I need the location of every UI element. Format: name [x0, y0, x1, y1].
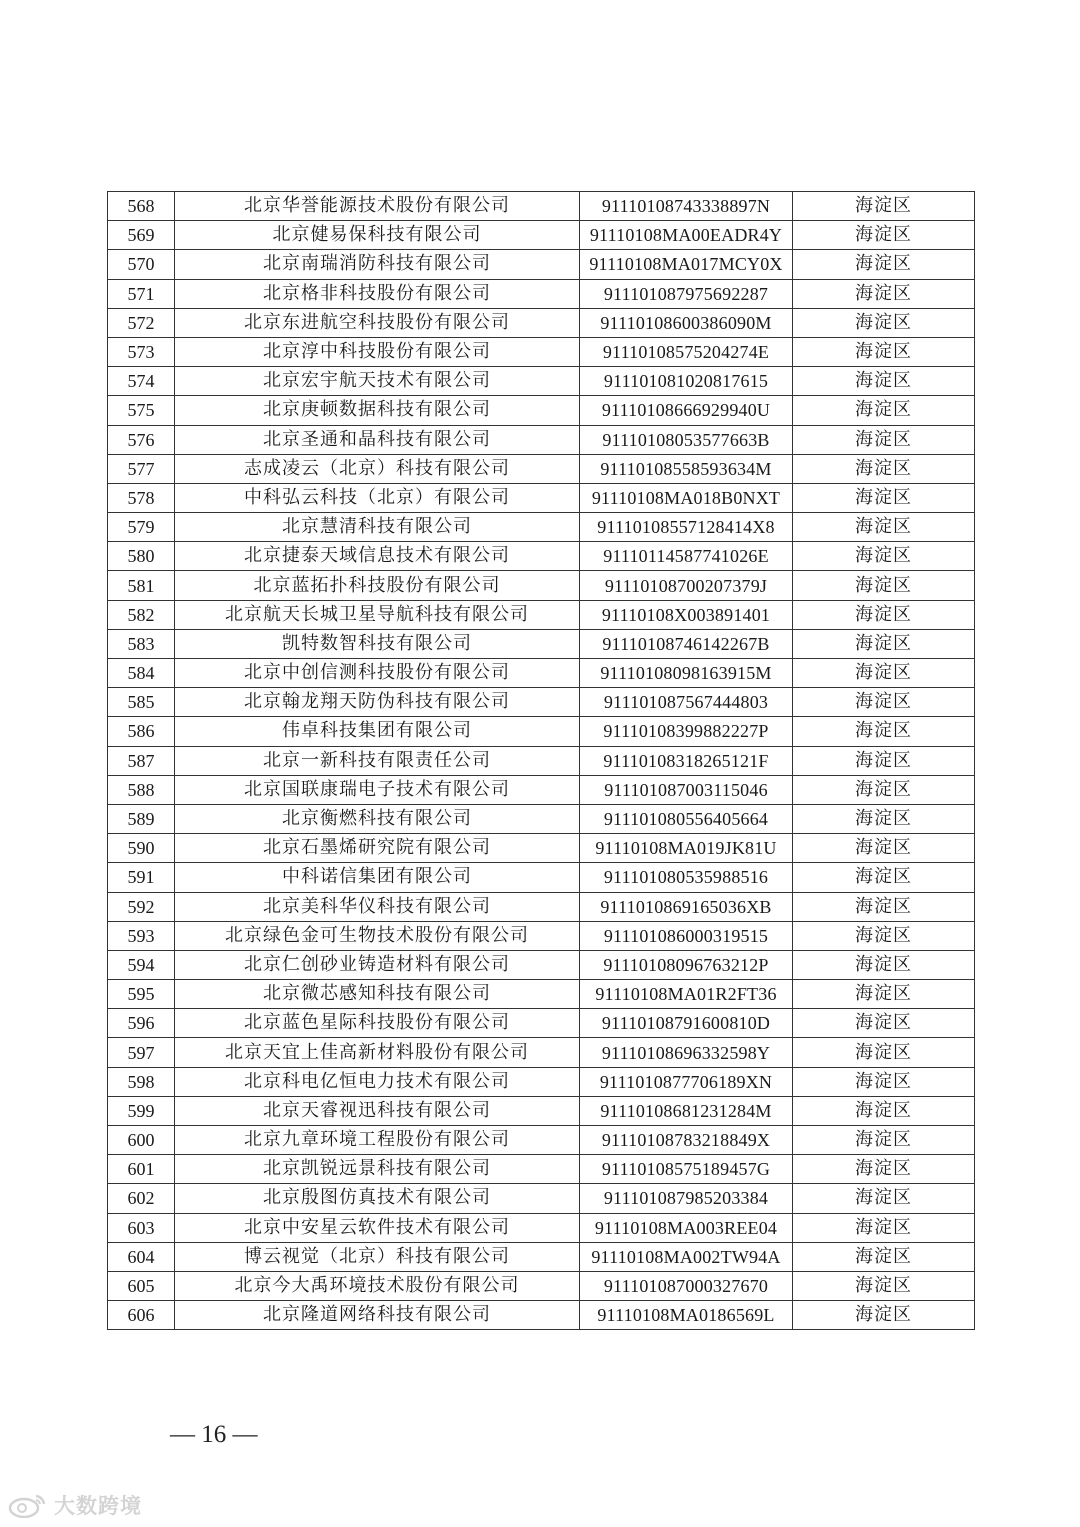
cell-company-name: 北京东进航空科技股份有限公司: [175, 308, 580, 337]
cell-serial-number: 591: [108, 863, 175, 892]
cell-district: 海淀区: [793, 454, 975, 483]
cell-district: 海淀区: [793, 863, 975, 892]
table-row: [108, 1301, 975, 1330]
cell-credit-code: 91110108700207379J: [580, 571, 793, 600]
cell-credit-code: 91110108MA018B0NXT: [580, 483, 793, 512]
table-row: [108, 308, 975, 337]
cell-serial-number: 569: [108, 221, 175, 250]
cell-district: 海淀区: [793, 746, 975, 775]
cell-district: 海淀区: [793, 1213, 975, 1242]
cell-serial-number: 599: [108, 1096, 175, 1125]
cell-company-name: 北京华誉能源技术股份有限公司: [175, 192, 580, 221]
cell-credit-code: 91110108MA002TW94A: [580, 1242, 793, 1271]
cell-company-name: 北京慧清科技有限公司: [175, 513, 580, 542]
cell-serial-number: 598: [108, 1067, 175, 1096]
cell-company-name: 北京殷图仿真技术有限公司: [175, 1184, 580, 1213]
cell-credit-code: 911101081020817615: [580, 367, 793, 396]
table-row: [108, 396, 975, 425]
cell-credit-code: 91110108743338897N: [580, 192, 793, 221]
table-row: [108, 1096, 975, 1125]
table-row: [108, 775, 975, 804]
cell-company-name: 北京今大禹环境技术股份有限公司: [175, 1271, 580, 1300]
cell-company-name: 中科弘云科技（北京）有限公司: [175, 483, 580, 512]
table-row: [108, 1126, 975, 1155]
cell-credit-code: 911101087003115046: [580, 775, 793, 804]
cell-company-name: 北京国联康瑞电子技术有限公司: [175, 775, 580, 804]
cell-serial-number: 604: [108, 1242, 175, 1271]
cell-company-name: 北京隆道网络科技有限公司: [175, 1301, 580, 1330]
cell-credit-code: 91110108MA017MCY0X: [580, 250, 793, 279]
cell-company-name: 北京庚顿数据科技有限公司: [175, 396, 580, 425]
cell-district: 海淀区: [793, 279, 975, 308]
table-row: [108, 1271, 975, 1300]
page-number: — 16 —: [170, 1421, 258, 1448]
cell-district: 海淀区: [793, 308, 975, 337]
table-row: [108, 454, 975, 483]
table-row: [108, 950, 975, 979]
table-row: [108, 425, 975, 454]
table-row: [108, 1038, 975, 1067]
cell-company-name: 北京天宜上佳高新材料股份有限公司: [175, 1038, 580, 1067]
cell-district: 海淀区: [793, 629, 975, 658]
cell-district: 海淀区: [793, 980, 975, 1009]
cell-credit-code: 91110108MA01R2FT36: [580, 980, 793, 1009]
cell-serial-number: 595: [108, 980, 175, 1009]
cell-company-name: 北京航天长城卫星导航科技有限公司: [175, 600, 580, 629]
cell-company-name: 北京格非科技股份有限公司: [175, 279, 580, 308]
table-row: [108, 1155, 975, 1184]
cell-company-name: 北京衡燃科技有限公司: [175, 804, 580, 833]
table-row: [108, 600, 975, 629]
cell-serial-number: 589: [108, 804, 175, 833]
cell-serial-number: 581: [108, 571, 175, 600]
cell-serial-number: 594: [108, 950, 175, 979]
cell-credit-code: 91110108783218849X: [580, 1126, 793, 1155]
table-row: [108, 483, 975, 512]
cell-company-name: 北京中安星云软件技术有限公司: [175, 1213, 580, 1242]
cell-credit-code: 91110108746142267B: [580, 629, 793, 658]
cell-district: 海淀区: [793, 221, 975, 250]
table-row: [108, 629, 975, 658]
cell-serial-number: 584: [108, 659, 175, 688]
cell-company-name: 凯特数智科技有限公司: [175, 629, 580, 658]
cell-district: 海淀区: [793, 425, 975, 454]
cell-company-name: 北京天睿视迅科技有限公司: [175, 1096, 580, 1125]
cell-district: 海淀区: [793, 1301, 975, 1330]
cell-serial-number: 597: [108, 1038, 175, 1067]
cell-company-name: 北京捷泰天域信息技术有限公司: [175, 542, 580, 571]
cell-serial-number: 578: [108, 483, 175, 512]
table-row: [108, 513, 975, 542]
cell-district: 海淀区: [793, 1067, 975, 1096]
cell-serial-number: 582: [108, 600, 175, 629]
cell-credit-code: 91110108575189457G: [580, 1155, 793, 1184]
cell-company-name: 北京蓝拓扑科技股份有限公司: [175, 571, 580, 600]
cell-credit-code: 911101086000319515: [580, 921, 793, 950]
cell-district: 海淀区: [793, 1184, 975, 1213]
cell-credit-code: 91110108558593634M: [580, 454, 793, 483]
cell-serial-number: 587: [108, 746, 175, 775]
cell-company-name: 志成凌云（北京）科技有限公司: [175, 454, 580, 483]
cell-credit-code: 91110108575204274E: [580, 337, 793, 366]
cell-company-name: 北京凯锐远景科技有限公司: [175, 1155, 580, 1184]
cell-credit-code: 91110108399882227P: [580, 717, 793, 746]
cell-serial-number: 573: [108, 337, 175, 366]
cell-credit-code: 911101087000327670: [580, 1271, 793, 1300]
table-row: [108, 1184, 975, 1213]
table-row: [108, 1009, 975, 1038]
table-row: [108, 863, 975, 892]
company-list-table: [107, 191, 975, 1330]
table-row: [108, 921, 975, 950]
cell-district: 海淀区: [793, 834, 975, 863]
cell-credit-code: 91110108X003891401: [580, 600, 793, 629]
cell-credit-code: 91110108053577663B: [580, 425, 793, 454]
cell-district: 海淀区: [793, 513, 975, 542]
cell-credit-code: 91110108600386090M: [580, 308, 793, 337]
table-row: [108, 804, 975, 833]
cell-company-name: 博云视觉（北京）科技有限公司: [175, 1242, 580, 1271]
cell-district: 海淀区: [793, 192, 975, 221]
cell-credit-code: 91110108557128414X8: [580, 513, 793, 542]
cell-credit-code: 91110108MA003REE04: [580, 1213, 793, 1242]
table-body: [108, 192, 975, 1330]
cell-district: 海淀区: [793, 542, 975, 571]
weibo-logo-icon: [8, 1492, 48, 1518]
table-row: [108, 892, 975, 921]
table-row: [108, 192, 975, 221]
table-row: [108, 1067, 975, 1096]
table-row: [108, 834, 975, 863]
cell-company-name: 中科诺信集团有限公司: [175, 863, 580, 892]
cell-district: 海淀区: [793, 950, 975, 979]
cell-district: 海淀区: [793, 1242, 975, 1271]
cell-serial-number: 601: [108, 1155, 175, 1184]
cell-district: 海淀区: [793, 483, 975, 512]
table-row: [108, 571, 975, 600]
cell-serial-number: 602: [108, 1184, 175, 1213]
cell-company-name: 北京淳中科技股份有限公司: [175, 337, 580, 366]
cell-serial-number: 579: [108, 513, 175, 542]
cell-credit-code: 91110108MA00EADR4Y: [580, 221, 793, 250]
cell-serial-number: 575: [108, 396, 175, 425]
cell-company-name: 北京科电亿恒电力技术有限公司: [175, 1067, 580, 1096]
cell-company-name: 伟卓科技集团有限公司: [175, 717, 580, 746]
cell-company-name: 北京美科华仪科技有限公司: [175, 892, 580, 921]
cell-company-name: 北京中创信测科技股份有限公司: [175, 659, 580, 688]
cell-serial-number: 572: [108, 308, 175, 337]
cell-serial-number: 576: [108, 425, 175, 454]
cell-district: 海淀区: [793, 396, 975, 425]
table-row: [108, 337, 975, 366]
cell-credit-code: 91110108MA0186569L: [580, 1301, 793, 1330]
cell-district: 海淀区: [793, 1096, 975, 1125]
cell-credit-code: 91110108666929940U: [580, 396, 793, 425]
cell-district: 海淀区: [793, 367, 975, 396]
cell-serial-number: 596: [108, 1009, 175, 1038]
cell-company-name: 北京仁创砂业铸造材料有限公司: [175, 950, 580, 979]
cell-credit-code: 91110108MA019JK81U: [580, 834, 793, 863]
cell-district: 海淀区: [793, 571, 975, 600]
cell-district: 海淀区: [793, 892, 975, 921]
cell-serial-number: 588: [108, 775, 175, 804]
cell-credit-code: 911101080535988516: [580, 863, 793, 892]
cell-serial-number: 580: [108, 542, 175, 571]
cell-credit-code: 91110108098163915M: [580, 659, 793, 688]
cell-company-name: 北京宏宇航天技术有限公司: [175, 367, 580, 396]
cell-serial-number: 600: [108, 1126, 175, 1155]
cell-credit-code: 911101087975692287: [580, 279, 793, 308]
cell-serial-number: 568: [108, 192, 175, 221]
cell-district: 海淀区: [793, 804, 975, 833]
table-row: [108, 1242, 975, 1271]
cell-credit-code: 91110108096763212P: [580, 950, 793, 979]
cell-credit-code: 91110108791600810D: [580, 1009, 793, 1038]
cell-district: 海淀区: [793, 1155, 975, 1184]
cell-serial-number: 577: [108, 454, 175, 483]
cell-serial-number: 574: [108, 367, 175, 396]
table-row: [108, 279, 975, 308]
cell-serial-number: 586: [108, 717, 175, 746]
cell-company-name: 北京蓝色星际科技股份有限公司: [175, 1009, 580, 1038]
cell-company-name: 北京翰龙翔天防伪科技有限公司: [175, 688, 580, 717]
cell-district: 海淀区: [793, 775, 975, 804]
table-row: [108, 542, 975, 571]
cell-company-name: 北京健易保科技有限公司: [175, 221, 580, 250]
table-row: [108, 221, 975, 250]
cell-serial-number: 571: [108, 279, 175, 308]
table-row: [108, 250, 975, 279]
cell-company-name: 北京圣通和晶科技有限公司: [175, 425, 580, 454]
cell-company-name: 北京石墨烯研究院有限公司: [175, 834, 580, 863]
cell-credit-code: 9111010877706189XN: [580, 1067, 793, 1096]
table-row: [108, 1213, 975, 1242]
cell-district: 海淀区: [793, 337, 975, 366]
watermark: [8, 1490, 142, 1520]
cell-district: 海淀区: [793, 688, 975, 717]
cell-serial-number: 583: [108, 629, 175, 658]
cell-credit-code: 91110108681231284M: [580, 1096, 793, 1125]
cell-district: 海淀区: [793, 659, 975, 688]
cell-district: 海淀区: [793, 717, 975, 746]
cell-credit-code: 911101080556405664: [580, 804, 793, 833]
cell-serial-number: 570: [108, 250, 175, 279]
cell-company-name: 北京一新科技有限责任公司: [175, 746, 580, 775]
cell-credit-code: 91110108696332598Y: [580, 1038, 793, 1067]
table-row: [108, 367, 975, 396]
cell-district: 海淀区: [793, 921, 975, 950]
cell-company-name: 北京微芯感知科技有限公司: [175, 980, 580, 1009]
table-row: [108, 717, 975, 746]
cell-serial-number: 592: [108, 892, 175, 921]
cell-credit-code: 911101087985203384: [580, 1184, 793, 1213]
watermark-text: 大数跨境: [54, 1494, 142, 1518]
cell-district: 海淀区: [793, 1009, 975, 1038]
table-row: [108, 659, 975, 688]
cell-credit-code: 91110114587741026E: [580, 542, 793, 571]
cell-credit-code: 9111010869165036XB: [580, 892, 793, 921]
cell-serial-number: 603: [108, 1213, 175, 1242]
cell-district: 海淀区: [793, 1038, 975, 1067]
cell-credit-code: 91110108318265121F: [580, 746, 793, 775]
cell-serial-number: 593: [108, 921, 175, 950]
cell-company-name: 北京南瑞消防科技有限公司: [175, 250, 580, 279]
cell-district: 海淀区: [793, 600, 975, 629]
cell-credit-code: 911101087567444803: [580, 688, 793, 717]
table-row: [108, 746, 975, 775]
table-row: [108, 688, 975, 717]
cell-company-name: 北京绿色金可生物技术股份有限公司: [175, 921, 580, 950]
cell-district: 海淀区: [793, 1126, 975, 1155]
cell-serial-number: 585: [108, 688, 175, 717]
cell-district: 海淀区: [793, 250, 975, 279]
cell-serial-number: 605: [108, 1271, 175, 1300]
table-row: [108, 980, 975, 1009]
cell-company-name: 北京九章环境工程股份有限公司: [175, 1126, 580, 1155]
cell-serial-number: 606: [108, 1301, 175, 1330]
cell-serial-number: 590: [108, 834, 175, 863]
cell-district: 海淀区: [793, 1271, 975, 1300]
